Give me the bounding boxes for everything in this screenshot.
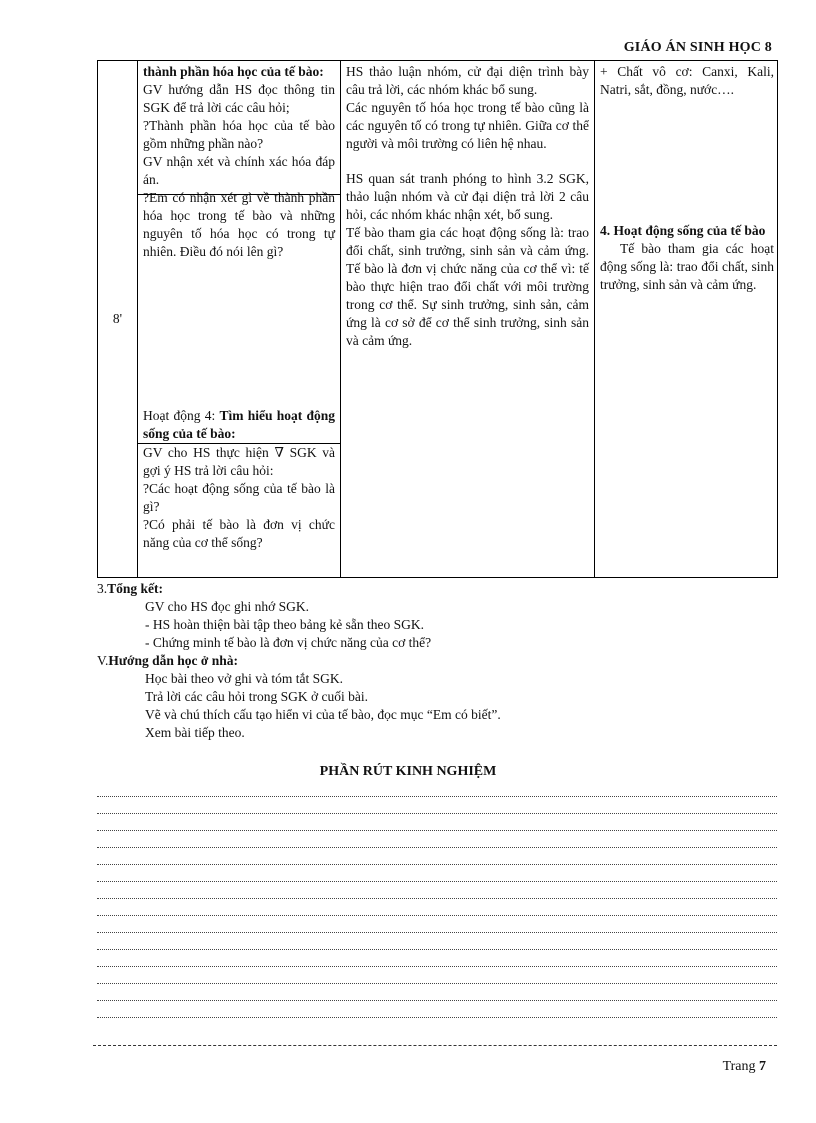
dotted-line xyxy=(97,813,777,814)
page-number: 7 xyxy=(759,1059,766,1074)
teacher-line: ?Em có nhận xét gì về thành phần hóa học trong tế bào và những nguyên tố hóa học có trong tự nhiên. Điều đó nói lên gì? xyxy=(143,190,335,259)
activity-4-title: Tìm hiểu hoạt động sống của tế bào: xyxy=(143,408,335,441)
activity-4-prefix: Hoạt động 4: xyxy=(143,408,220,423)
section-number: V. xyxy=(97,653,109,668)
content-paragraph: Tế bào tham gia các hoạt động sống là: trao đổi chất, sinh trưởng, sinh sản và cảm ứng. xyxy=(600,241,774,292)
dotted-line xyxy=(97,847,777,848)
homework-line: Trả lời các câu hỏi trong SGK ở cuối bài. xyxy=(145,689,368,704)
section-title: Tổng kết: xyxy=(107,581,164,596)
dotted-line xyxy=(97,796,777,797)
page-footer xyxy=(723,1059,766,1075)
dotted-line xyxy=(97,983,777,984)
dotted-line xyxy=(97,966,777,967)
teacher-activity-cell xyxy=(138,61,341,577)
dotted-line xyxy=(97,915,777,916)
student-paragraph: HS thảo luận nhóm, cử đại diện trình bày câu trả lời, các nhóm khác bổ sung. xyxy=(346,64,589,97)
homework-line: Vẽ và chú thích cấu tạo hiển vi của tế bào, đọc mục “Em có biết”. xyxy=(145,707,501,722)
lesson-table xyxy=(97,60,778,578)
teacher-line: GV cho HS thực hiện ∇ SGK và gợi ý HS trả lời câu hỏi: xyxy=(143,445,335,478)
dotted-line xyxy=(97,898,777,899)
homework-heading xyxy=(97,652,777,670)
section-number: 3. xyxy=(97,581,108,596)
summary-line: - Chứng minh tế bào là đơn vị chức năng của cơ thể? xyxy=(145,635,432,650)
activity-4-heading xyxy=(143,407,335,443)
row-divider xyxy=(138,443,340,444)
dotted-line xyxy=(97,864,777,865)
time-value: 8' xyxy=(112,311,123,326)
footer-divider xyxy=(93,1045,777,1046)
time-cell xyxy=(98,61,138,577)
row-divider xyxy=(138,194,340,195)
summary-heading xyxy=(97,580,777,598)
student-paragraph: HS quan sát tranh phóng to hình 3.2 SGK, thảo luận nhóm và cử đại diện trả lời 2 câu hỏi, các nhóm khác nhận xét, bổ sung. xyxy=(346,171,589,222)
summary-line: - HS hoàn thiện bài tập theo bảng kẻ sẵn theo SGK. xyxy=(145,617,424,632)
notes-lines xyxy=(97,796,777,1034)
teacher-line: thành phần hóa học của tế bào: xyxy=(143,64,324,79)
dotted-line xyxy=(97,881,777,882)
page-header-title: GIÁO ÁN SINH HỌC 8 xyxy=(623,40,772,55)
summary-line: GV cho HS đọc ghi nhớ SGK. xyxy=(145,599,310,614)
summary-section xyxy=(97,580,777,742)
student-paragraph: Tế bào tham gia các hoạt động sống là: trao đổi chất, sinh trưởng, sinh sản và cảm ứng. Tế bào là đơn vị chức năng của cơ thể vì: tế bào thực hiện trao đổi chất với môi trường trong cơ thể. Sự sinh trưởng, sinh sản, cảm ứng là cơ sở để cơ thể sinh trưởng, sinh sản và cảm ứng. xyxy=(346,225,589,348)
dotted-line xyxy=(97,830,777,831)
page-label: Trang xyxy=(722,1059,756,1074)
content-heading: 4. Hoạt động sống của tế bào xyxy=(600,223,766,238)
student-paragraph: Các nguyên tố hóa học trong tế bào cũng là các nguyên tố có trong tự nhiên. Giữa cơ thể người và môi trường có liên hệ nhau. xyxy=(346,100,589,151)
teacher-line: ?Có phải tế bào là đơn vị chức năng của cơ thể sống? xyxy=(143,517,335,550)
teacher-line: GV nhận xét và chính xác hóa đáp án. xyxy=(143,154,335,187)
notes-title: PHẦN RÚT KINH NGHIỆM xyxy=(319,764,497,779)
dotted-line xyxy=(97,1017,777,1018)
dotted-line xyxy=(97,1000,777,1001)
teacher-activity-top xyxy=(143,63,335,261)
homework-line: Xem bài tiếp theo. xyxy=(145,725,245,740)
teacher-line: ?Các hoạt động sống của tế bào là gì? xyxy=(143,481,335,514)
homework-line: Học bài theo vở ghi và tóm tắt SGK. xyxy=(145,671,343,686)
content-cell xyxy=(595,61,779,577)
content-paragraph: + Chất vô cơ: Canxi, Kali, Natri, sắt, đồng, nước…. xyxy=(600,64,774,97)
student-activity-cell xyxy=(341,61,595,577)
dotted-line xyxy=(97,949,777,950)
teacher-line: ?Thành phần hóa học của tế bào gồm những phần nào? xyxy=(143,118,335,151)
section-title: Hướng dẫn học ở nhà: xyxy=(108,653,238,668)
teacher-line: GV hướng dẫn HS đọc thông tin SGK để trả lời các câu hỏi; xyxy=(143,82,335,115)
dotted-line xyxy=(97,932,777,933)
activity-4-block xyxy=(143,407,335,552)
